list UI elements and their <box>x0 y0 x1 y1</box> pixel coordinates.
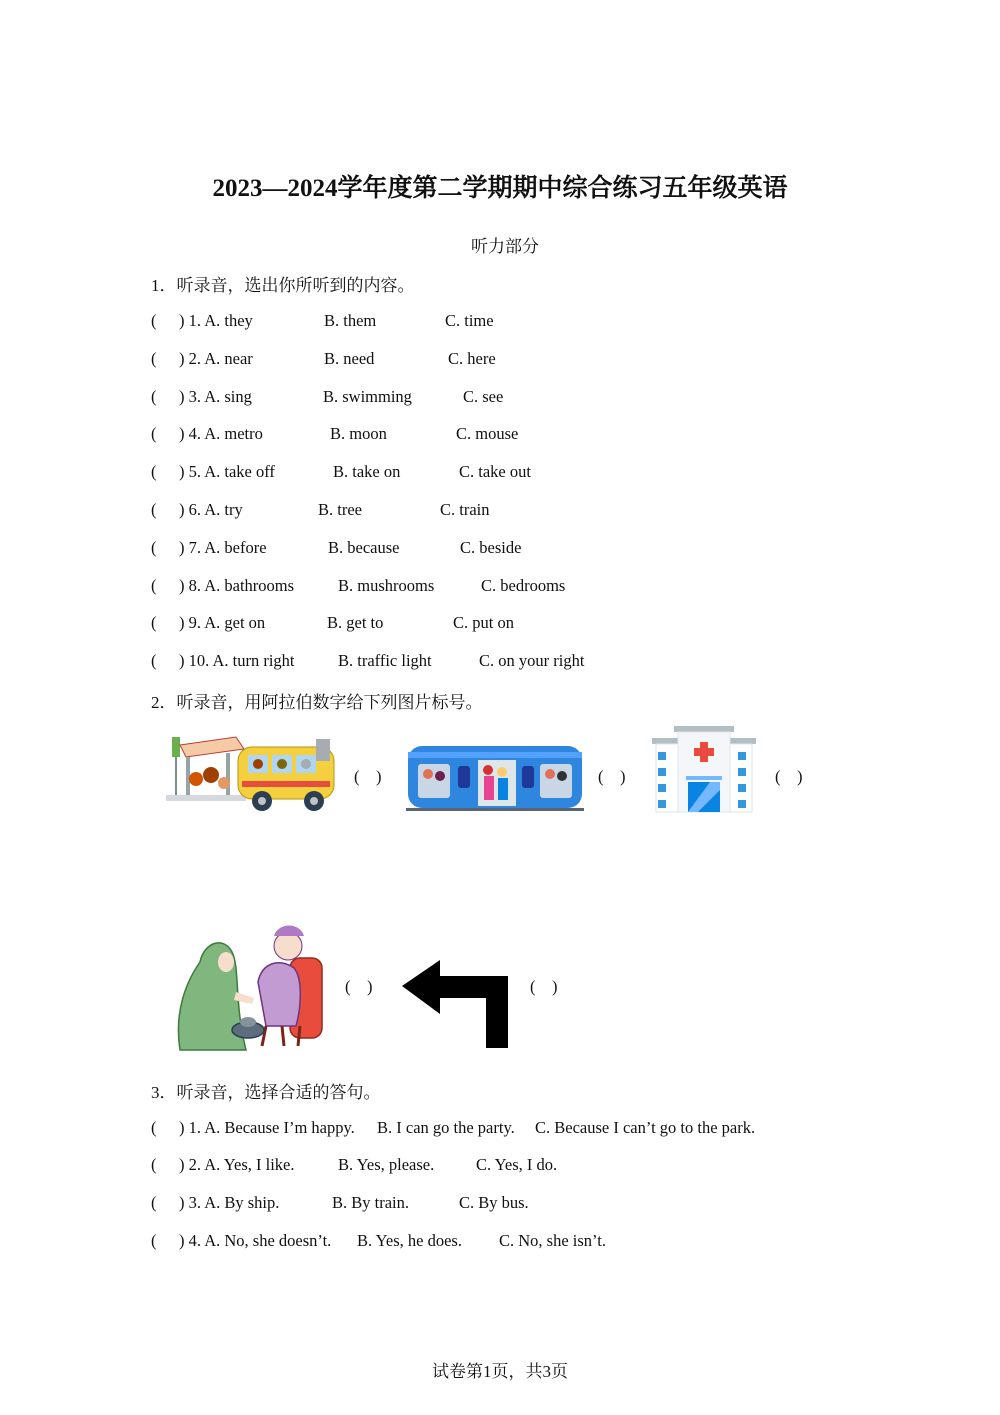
section3-heading: 3．听录音，选择合适的答句。 <box>151 1083 381 1102</box>
section2-heading: 2．听录音，用阿拉伯数字给下列图片标号。 <box>151 693 483 712</box>
bus-stop-illustration <box>166 727 340 813</box>
section1-heading: 1．听录音，选出你所听到的内容。 <box>151 276 415 295</box>
answer-blank[interactable]: ( ) <box>598 767 626 786</box>
page-title: 2023—2024学年度第二学期期中综合练习五年级英语 <box>212 175 788 202</box>
metro-train-illustration <box>406 744 586 814</box>
answer-blank[interactable]: ( ) <box>775 767 803 786</box>
sick-lady-illustration <box>170 922 330 1052</box>
answer-blank[interactable]: ( ) <box>354 767 382 786</box>
hospital-illustration <box>650 724 758 814</box>
answer-blank[interactable]: ( ) <box>530 977 558 996</box>
page-footer: 试卷第1页，共3页 <box>432 1362 568 1381</box>
turn-left-arrow-icon <box>400 958 512 1050</box>
answer-blank[interactable]: ( ) <box>345 977 373 996</box>
section-subtitle: 听力部分 <box>471 237 539 256</box>
exam-page: 2023—2024学年度第二学期期中综合练习五年级英语 听力部分 1．听录音，选出你所听到的内容。 ( ) 1. A. they B. them C. time ( ) 2. A. near B. need C. here ( ) 3. A. sing B. swimming C. see ( ) 4. A. metro B. moon C. mouse ( ) 5. A. take off B. take on C. take out ( ) 6. A. try B. tree C. train ( ) 7. A. before B. because C. beside ( ) 8. A. bathrooms B. mushrooms C. bedrooms ( ) 9. A. get on B. get to C. put on ( ) 10. A. turn right B. traffic light C. on your right 2．听录音，用阿拉伯数字给下列图片标号。 ( ) ( ) ( ) ( ) ( ) 3．听录音，选择合适的答句。 ( ) 1. A. Because I’m happy. B. I can go the party. C. Because I can’t go to the park. ( ) 2. A. Yes, I like. B. Yes, please. C. Yes, I do. ( ) 3. A. By ship. B. By train. C. By bus. ( ) 4. A. No, she doesn’t. B. Yes, he does. C. No, she isn’t. 试卷第1页，共3页 <box>0 0 1000 1415</box>
